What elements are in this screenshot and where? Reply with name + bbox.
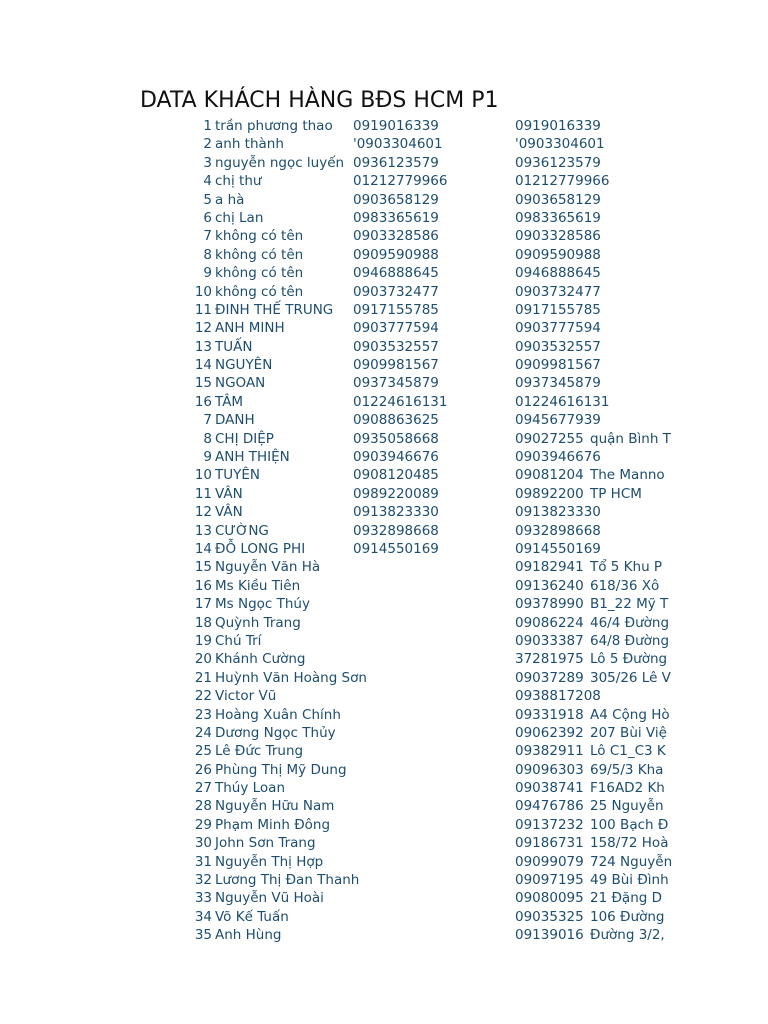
phone-secondary: 0919016339 bbox=[515, 118, 601, 134]
customer-name: NGUYÊN bbox=[215, 357, 273, 374]
table-row bbox=[0, 227, 666, 245]
table-row bbox=[0, 374, 666, 392]
table-row bbox=[0, 889, 666, 907]
page-title: DATA KHÁCH HÀNG BĐS HCM P1 bbox=[140, 88, 499, 113]
row-number: 31 bbox=[194, 853, 212, 870]
phone-primary: 0903532557 bbox=[353, 338, 439, 355]
address: 46/4 Đường bbox=[590, 614, 670, 631]
phone-secondary: 01212779966 bbox=[515, 173, 610, 190]
customer-name: CHỊ DIỆP bbox=[215, 430, 274, 447]
table-row bbox=[0, 264, 666, 282]
phone-secondary: 09097195 bbox=[515, 872, 584, 889]
phone-primary: 0909590988 bbox=[353, 246, 439, 263]
phone-secondary: 0903777594 bbox=[515, 320, 601, 337]
phone-primary: 0913823330 bbox=[353, 504, 439, 521]
row-number: 7 bbox=[203, 412, 212, 429]
table-row bbox=[0, 117, 666, 135]
table-row bbox=[0, 430, 671, 448]
phone-secondary: 09081204 bbox=[515, 467, 584, 484]
customer-name: anh thành bbox=[215, 136, 284, 153]
table-row bbox=[0, 172, 666, 190]
customer-name: Phùng Thị Mỹ Dung bbox=[215, 761, 347, 778]
row-number: 32 bbox=[194, 872, 212, 889]
phone-secondary: 0937345879 bbox=[515, 375, 601, 392]
phone-secondary: 0909981567 bbox=[515, 357, 601, 374]
customer-name: ĐỖ LONG PHI bbox=[215, 540, 306, 557]
row-number: 30 bbox=[194, 835, 212, 852]
row-number: 23 bbox=[194, 706, 212, 723]
customer-name: Chú Trí bbox=[215, 632, 262, 649]
row-number: 24 bbox=[194, 724, 212, 741]
phone-secondary: 0903328586 bbox=[515, 228, 601, 245]
phone-secondary: 09062392 bbox=[515, 724, 584, 741]
table-row bbox=[0, 338, 666, 356]
table-row bbox=[0, 595, 669, 613]
row-number: 13 bbox=[194, 338, 212, 355]
customer-name: NGOAN bbox=[215, 375, 266, 392]
row-number: 29 bbox=[194, 816, 212, 833]
address: F16AD2 Kh bbox=[590, 780, 665, 797]
address: 25 Nguyễn bbox=[590, 798, 664, 815]
customer-name: Quỳnh Trang bbox=[215, 614, 301, 631]
customer-name: Lương Thị Đan Thanh bbox=[215, 872, 360, 889]
customer-name: a hà bbox=[215, 191, 245, 208]
table-row bbox=[0, 816, 669, 834]
table-row bbox=[0, 558, 666, 576]
phone-primary: 0908120485 bbox=[353, 467, 439, 484]
row-number: 11 bbox=[194, 301, 212, 318]
row-number: 11 bbox=[194, 485, 212, 502]
row-number: 14 bbox=[194, 540, 212, 557]
customer-name: không có tên bbox=[215, 228, 304, 245]
phone-primary: 0937345879 bbox=[353, 375, 439, 392]
phone-primary: 0914550169 bbox=[353, 540, 439, 557]
row-number: 21 bbox=[194, 669, 212, 686]
row-number: 13 bbox=[194, 522, 212, 539]
row-number: 33 bbox=[194, 890, 212, 907]
table-row bbox=[0, 448, 666, 466]
address: 207 Bùi Việ bbox=[590, 724, 667, 741]
phone-secondary: 0983365619 bbox=[515, 209, 601, 226]
row-number: 35 bbox=[194, 927, 212, 944]
row-number: 15 bbox=[194, 375, 212, 392]
table-row bbox=[0, 466, 666, 484]
address: 49 Bùi Đình bbox=[590, 872, 669, 889]
customer-name: Nguyễn Thị Hợp bbox=[215, 853, 324, 870]
row-number: 12 bbox=[194, 320, 212, 337]
customer-name: trần phương thao bbox=[215, 118, 333, 134]
phone-secondary: 09382911 bbox=[515, 743, 584, 760]
address: 618/36 Xô bbox=[590, 577, 660, 594]
table-row bbox=[0, 411, 666, 429]
customer-name: Huỳnh Văn Hoàng Sơn bbox=[215, 669, 367, 686]
table-row bbox=[0, 246, 666, 264]
phone-secondary: 09892200 bbox=[515, 485, 584, 502]
phone-secondary: 09099079 bbox=[515, 853, 584, 870]
row-number: 8 bbox=[203, 246, 212, 263]
address: Tổ 5 Khu P bbox=[590, 559, 663, 576]
table-row bbox=[0, 301, 666, 319]
table-row bbox=[0, 632, 670, 650]
phone-primary: 0903658129 bbox=[353, 191, 439, 208]
row-number: 27 bbox=[194, 780, 212, 797]
table-row bbox=[0, 577, 666, 595]
customer-name: CƯỜNG bbox=[215, 522, 269, 539]
customer-name: Thúy Loan bbox=[215, 780, 286, 797]
address: 724 Nguyễn bbox=[590, 853, 673, 870]
customer-name: Nguyễn Vũ Hoài bbox=[215, 890, 324, 907]
row-number: 34 bbox=[194, 908, 212, 925]
row-number: 10 bbox=[194, 283, 212, 300]
row-number: 12 bbox=[194, 504, 212, 521]
address: 21 Đặng D bbox=[590, 890, 663, 907]
phone-primary: 0936123579 bbox=[353, 154, 439, 171]
row-number: 5 bbox=[203, 191, 212, 208]
phone-primary: 0903328586 bbox=[353, 228, 439, 245]
address: 69/5/3 Kha bbox=[590, 761, 664, 778]
row-number: 1 bbox=[203, 118, 212, 134]
address: 64/8 Đường bbox=[590, 632, 670, 649]
row-number: 22 bbox=[194, 688, 212, 705]
phone-secondary: 0936123579 bbox=[515, 154, 601, 171]
customer-name: không có tên bbox=[215, 265, 304, 282]
table-row bbox=[0, 154, 666, 172]
phone-secondary: 09139016 bbox=[515, 927, 584, 944]
customer-name: Ms Ngọc Thúy bbox=[215, 596, 310, 613]
table-row bbox=[0, 540, 666, 558]
phone-secondary: '0903304601 bbox=[515, 136, 605, 153]
table-row bbox=[0, 209, 666, 227]
phone-primary: 01212779966 bbox=[353, 173, 448, 190]
phone-secondary: 09035325 bbox=[515, 908, 584, 925]
customer-name: Ms Kiều Tiên bbox=[215, 577, 301, 594]
address: 158/72 Hoà bbox=[590, 835, 669, 852]
table-row bbox=[0, 761, 666, 779]
phone-secondary: 09096303 bbox=[515, 761, 584, 778]
table-row bbox=[0, 797, 666, 815]
phone-primary: 0919016339 bbox=[353, 118, 439, 134]
table-row bbox=[0, 650, 666, 668]
customer-name: VÂN bbox=[215, 485, 243, 502]
customer-name: không có tên bbox=[215, 283, 304, 300]
customer-name: DANH bbox=[215, 412, 255, 429]
phone-secondary: 0917155785 bbox=[515, 301, 601, 318]
phone-secondary: 0903532557 bbox=[515, 338, 601, 355]
customer-table bbox=[0, 117, 673, 945]
customer-name: TUYÊN bbox=[215, 467, 261, 484]
customer-name: chị Lan bbox=[215, 209, 264, 226]
phone-secondary: 09033387 bbox=[515, 632, 584, 649]
row-number: 19 bbox=[194, 632, 212, 649]
row-number: 2 bbox=[203, 136, 212, 153]
table-row bbox=[0, 356, 666, 374]
phone-primary: 0903732477 bbox=[353, 283, 439, 300]
row-number: 4 bbox=[203, 173, 212, 190]
table-row bbox=[0, 669, 671, 687]
customer-name: chị thư bbox=[215, 173, 262, 190]
row-number: 14 bbox=[194, 357, 212, 374]
row-number: 20 bbox=[194, 651, 212, 668]
customer-name: Victor Vũ bbox=[215, 688, 277, 705]
phone-secondary: 0914550169 bbox=[515, 540, 601, 557]
table-row bbox=[0, 724, 666, 742]
row-number: 9 bbox=[203, 265, 212, 282]
table-row bbox=[0, 742, 666, 760]
customer-name: Khánh Cường bbox=[215, 651, 306, 668]
table-row bbox=[0, 853, 673, 871]
row-number: 18 bbox=[194, 614, 212, 631]
phone-primary: 0908863625 bbox=[353, 412, 439, 429]
customer-name: VÂN bbox=[215, 504, 243, 521]
row-number: 17 bbox=[194, 596, 212, 613]
table-row bbox=[0, 191, 666, 209]
phone-secondary: 09476786 bbox=[515, 798, 584, 815]
phone-secondary: 01224616131 bbox=[515, 393, 610, 410]
address: The Manno bbox=[590, 467, 665, 484]
phone-secondary: 09182941 bbox=[515, 559, 584, 576]
table-row bbox=[0, 522, 666, 540]
table-row bbox=[0, 485, 666, 503]
phone-secondary: 09080095 bbox=[515, 890, 584, 907]
phone-primary: 01224616131 bbox=[353, 393, 448, 410]
phone-secondary: 0903946676 bbox=[515, 449, 601, 466]
customer-name: Lê Đức Trung bbox=[215, 743, 304, 760]
address: 106 Đường bbox=[590, 908, 665, 925]
phone-secondary: 09086224 bbox=[515, 614, 584, 631]
table-row bbox=[0, 779, 666, 797]
table-row bbox=[0, 871, 669, 889]
address: TP HCM bbox=[590, 485, 642, 502]
customer-name: Nguyễn Văn Hà bbox=[215, 559, 321, 576]
address: Đường 3/2, bbox=[590, 927, 665, 944]
row-number: 10 bbox=[194, 467, 212, 484]
table-row bbox=[0, 834, 669, 852]
table-row bbox=[0, 283, 666, 301]
phone-secondary: 09136240 bbox=[515, 577, 584, 594]
address: 305/26 Lê V bbox=[590, 669, 671, 686]
table-row bbox=[0, 926, 666, 944]
address: quận Bình T bbox=[590, 430, 671, 447]
phone-secondary: 09378990 bbox=[515, 596, 584, 613]
customer-name: ANH THIỆN bbox=[215, 449, 290, 466]
phone-primary: 0917155785 bbox=[353, 301, 439, 318]
customer-name: Phạm Minh Đông bbox=[215, 816, 331, 833]
customer-name: ANH MINH bbox=[215, 320, 285, 337]
phone-secondary: 0938817208 bbox=[515, 688, 601, 705]
phone-secondary: 0946888645 bbox=[515, 265, 601, 282]
table-row bbox=[0, 135, 666, 153]
customer-name: không có tên bbox=[215, 246, 304, 263]
phone-secondary: 0909590988 bbox=[515, 246, 601, 263]
address: Lô 5 Đường bbox=[590, 651, 668, 668]
table-row bbox=[0, 614, 670, 632]
address: B1_22 Mỹ T bbox=[590, 596, 669, 613]
row-number: 6 bbox=[203, 209, 212, 226]
customer-name: Dương Ngọc Thủy bbox=[215, 724, 336, 741]
table-row bbox=[0, 908, 666, 926]
phone-primary: 0983365619 bbox=[353, 209, 439, 226]
row-number: 16 bbox=[194, 393, 212, 410]
phone-secondary: 09137232 bbox=[515, 816, 584, 833]
phone-primary: '0903304601 bbox=[353, 136, 443, 153]
customer-name: Nguyễn Hữu Nam bbox=[215, 798, 335, 815]
phone-secondary: 0932898668 bbox=[515, 522, 601, 539]
phone-primary: 0989220089 bbox=[353, 485, 439, 502]
phone-secondary: 09027255 bbox=[515, 430, 584, 447]
row-number: 3 bbox=[203, 154, 212, 171]
phone-secondary: 09037289 bbox=[515, 669, 584, 686]
phone-secondary: 0945677939 bbox=[515, 412, 601, 429]
customer-name: Anh Hùng bbox=[215, 927, 282, 944]
phone-secondary: 0903658129 bbox=[515, 191, 601, 208]
phone-primary: 0946888645 bbox=[353, 265, 439, 282]
row-number: 8 bbox=[203, 430, 212, 447]
table-row bbox=[0, 319, 666, 337]
customer-name: Hoàng Xuân Chính bbox=[215, 706, 341, 723]
phone-primary: 0909981567 bbox=[353, 357, 439, 374]
row-number: 16 bbox=[194, 577, 212, 594]
customer-name: John Sơn Trang bbox=[215, 835, 316, 852]
address: A4 Cộng Hò bbox=[590, 706, 670, 723]
phone-secondary: 09331918 bbox=[515, 706, 584, 723]
row-number: 9 bbox=[203, 449, 212, 466]
table-row bbox=[0, 687, 666, 705]
customer-name: Võ Kế Tuấn bbox=[215, 908, 289, 925]
phone-secondary: 0903732477 bbox=[515, 283, 601, 300]
table-row bbox=[0, 706, 670, 724]
customer-name: nguyễn ngọc luyến bbox=[215, 154, 345, 171]
phone-primary: 0935058668 bbox=[353, 430, 439, 447]
row-number: 26 bbox=[194, 761, 212, 778]
address: Lô C1_C3 K bbox=[590, 743, 666, 760]
customer-name: TÂM bbox=[215, 393, 244, 410]
customer-name: TUẤN bbox=[215, 338, 253, 355]
address: 100 Bạch Đ bbox=[590, 816, 669, 833]
phone-primary: 0903777594 bbox=[353, 320, 439, 337]
phone-secondary: 37281975 bbox=[515, 651, 584, 668]
row-number: 28 bbox=[194, 798, 212, 815]
row-number: 7 bbox=[203, 228, 212, 245]
phone-secondary: 09038741 bbox=[515, 780, 584, 797]
table-row bbox=[0, 393, 666, 411]
table-row bbox=[0, 503, 666, 521]
phone-primary: 0932898668 bbox=[353, 522, 439, 539]
row-number: 25 bbox=[194, 743, 212, 760]
phone-primary: 0903946676 bbox=[353, 449, 439, 466]
customer-name: ĐINH THẾ TRUNG bbox=[215, 301, 334, 318]
row-number: 15 bbox=[194, 559, 212, 576]
phone-secondary: 09186731 bbox=[515, 835, 584, 852]
phone-secondary: 0913823330 bbox=[515, 504, 601, 521]
